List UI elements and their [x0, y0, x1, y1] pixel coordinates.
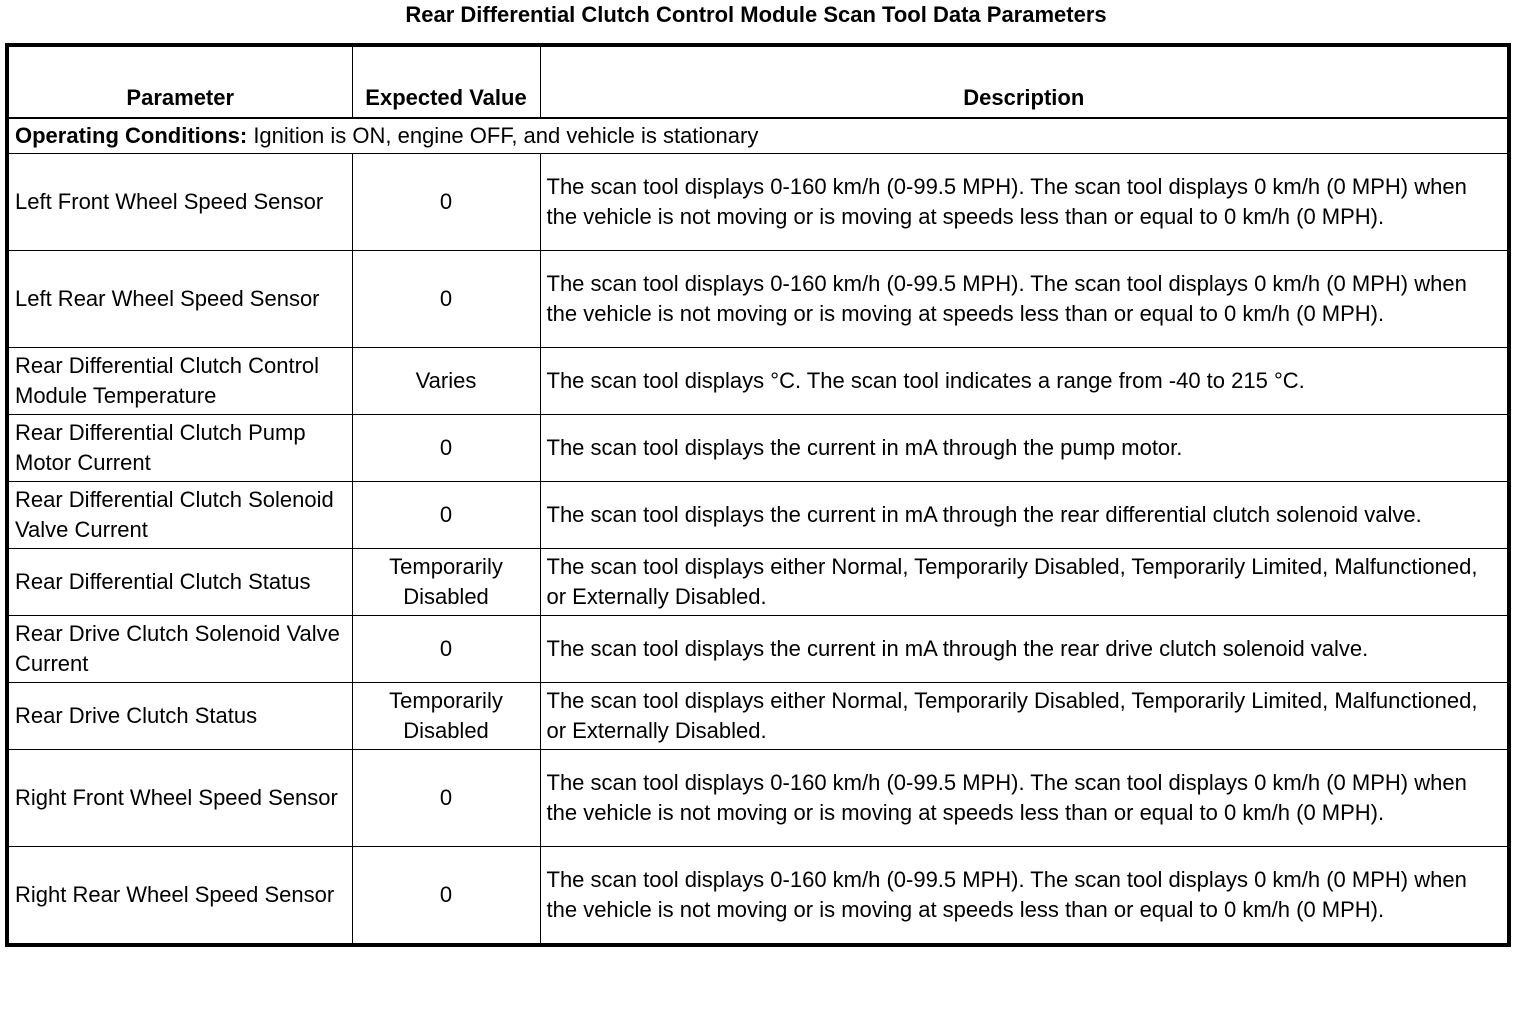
table-row [7, 348, 1509, 415]
description-cell: The scan tool displays the current in mA through the rear drive clutch solenoid valve. [540, 616, 1509, 683]
parameter-cell: Rear Differential Clutch Status [7, 549, 352, 616]
header-row [7, 45, 1509, 118]
parameter-cell: Left Front Wheel Speed Sensor [7, 154, 352, 251]
operating-conditions-cell [7, 118, 1509, 154]
table-row [7, 482, 1509, 549]
expected-value-cell: 0 [352, 847, 540, 946]
table-row [7, 847, 1509, 946]
table-row [7, 549, 1509, 616]
expected-value-cell: 0 [352, 415, 540, 482]
expected-value-cell: 0 [352, 616, 540, 683]
header-parameter: Parameter [7, 45, 352, 118]
header-expected-value: Expected Value [352, 45, 540, 118]
expected-value-cell: Varies [352, 348, 540, 415]
header-description: Description [540, 45, 1509, 118]
operating-conditions-row [7, 118, 1509, 154]
parameter-cell: Right Rear Wheel Speed Sensor [7, 847, 352, 946]
parameter-cell: Rear Differential Clutch Control Module Temperature [7, 348, 352, 415]
expected-value-cell: Temporarily Disabled [352, 549, 540, 616]
table-row [7, 683, 1509, 750]
expected-value-cell: Temporarily Disabled [352, 683, 540, 750]
operating-conditions-label: Operating Conditions: [15, 123, 248, 148]
description-cell: The scan tool displays °C. The scan tool indicates a range from -40 to 215 °C. [540, 348, 1509, 415]
expected-value-cell: 0 [352, 251, 540, 348]
parameter-cell: Rear Drive Clutch Solenoid Valve Current [7, 616, 352, 683]
expected-value-cell: 0 [352, 750, 540, 847]
operating-conditions-text: Ignition is ON, engine OFF, and vehicle is stationary [247, 123, 759, 148]
description-cell: The scan tool displays 0-160 km/h (0-99.5 MPH). The scan tool displays 0 km/h (0 MPH) when the vehicle is not moving or is moving at speeds less than or equal to 0 km/h (0 MPH). [540, 251, 1509, 348]
parameter-cell: Rear Drive Clutch Status [7, 683, 352, 750]
page-title: Rear Differential Clutch Control Module Scan Tool Data Parameters [405, 2, 1107, 27]
description-cell: The scan tool displays either Normal, Temporarily Disabled, Temporarily Limited, Malfunctioned, or Externally Disabled. [540, 683, 1509, 750]
parameter-cell: Rear Differential Clutch Solenoid Valve Current [7, 482, 352, 549]
table-row [7, 415, 1509, 482]
table-row [7, 750, 1509, 847]
description-cell: The scan tool displays either Normal, Temporarily Disabled, Temporarily Limited, Malfunctioned, or Externally Disabled. [540, 549, 1509, 616]
table-row [7, 616, 1509, 683]
parameter-cell: Rear Differential Clutch Pump Motor Current [7, 415, 352, 482]
table-row [7, 154, 1509, 251]
parameter-cell: Left Rear Wheel Speed Sensor [7, 251, 352, 348]
table-row [7, 251, 1509, 348]
expected-value-cell: 0 [352, 482, 540, 549]
description-cell: The scan tool displays 0-160 km/h (0-99.5 MPH). The scan tool displays 0 km/h (0 MPH) when the vehicle is not moving or is moving at speeds less than or equal to 0 km/h (0 MPH). [540, 847, 1509, 946]
description-cell: The scan tool displays the current in mA through the pump motor. [540, 415, 1509, 482]
description-cell: The scan tool displays 0-160 km/h (0-99.5 MPH). The scan tool displays 0 km/h (0 MPH) when the vehicle is not moving or is moving at speeds less than or equal to 0 km/h (0 MPH). [540, 750, 1509, 847]
parameter-cell: Right Front Wheel Speed Sensor [7, 750, 352, 847]
description-cell: The scan tool displays 0-160 km/h (0-99.5 MPH). The scan tool displays 0 km/h (0 MPH) when the vehicle is not moving or is moving at speeds less than or equal to 0 km/h (0 MPH). [540, 154, 1509, 251]
scan-tool-parameters-table [5, 43, 1511, 947]
expected-value-cell: 0 [352, 154, 540, 251]
description-cell: The scan tool displays the current in mA through the rear differential clutch solenoid valve. [540, 482, 1509, 549]
